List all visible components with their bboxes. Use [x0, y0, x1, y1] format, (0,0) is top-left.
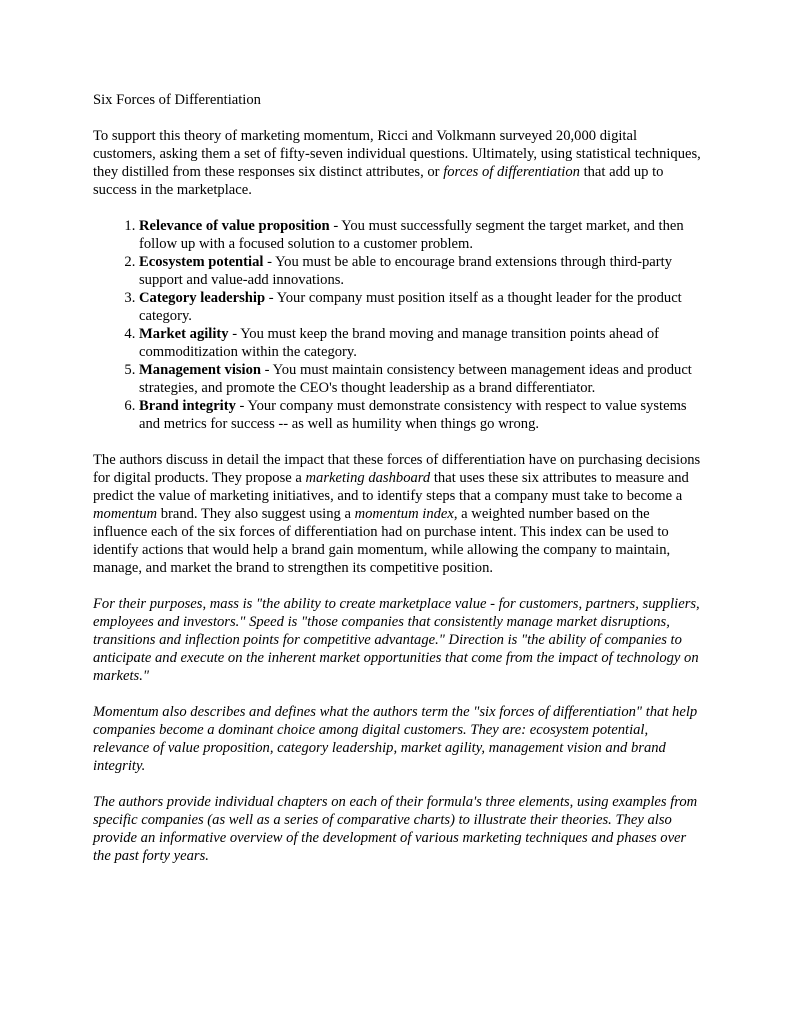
quote-paragraph-mass-speed-direction: For their purposes, mass is "the ability to create marketplace value - for customers, partners, suppliers, employees and investors." Speed is "those companies that consistently manage market disruptions, transitions and inflection points for competitive advantage." Direction is "the ability of companies to anticipate and execute on the inherent market opportunities that come from the impact of technology on markets.": [93, 596, 700, 684]
discussion-emphasis: momentum index: [354, 506, 454, 522]
intro-emphasis: forces of differentiation: [443, 164, 580, 180]
force-description: - Your company must demonstrate consistency with respect to value systems and metrics for success -- as well as humility when things go wrong.: [139, 398, 687, 432]
discussion-paragraph: [93, 451, 703, 577]
intro-text-start: To support this theory of marketing momentum, Ricci and Volkmann surveyed 20,000 digital customers, asking them a set of fifty-seven individual questions. Ultimately, using statistical techniques, they distilled from these responses six distinct attributes, or: [93, 128, 701, 180]
force-name: Market agility: [139, 326, 229, 342]
list-item: [139, 217, 703, 253]
list-item: [139, 397, 703, 433]
quote-paragraph-six-forces: Momentum also describes and defines what the authors term the "six forces of differentiation" that help companies become a dominant choice among digital customers. They are: ecosystem potential, relevance of value proposition, category leadership, market agility, management vision and brand integrity.: [93, 704, 698, 774]
force-description: - You must be able to encourage brand extensions through third-party support and value-add innovations.: [139, 254, 672, 288]
intro-text-end: that add up to success in the marketplace.: [93, 164, 664, 198]
force-description: - You must keep the brand moving and manage transition points ahead of commoditization within the category.: [139, 326, 660, 360]
force-description: - You must successfully segment the target market, and then follow up with a focused solution to a customer problem.: [139, 218, 684, 252]
force-name: Brand integrity: [139, 398, 236, 414]
discussion-text: The authors discuss in detail the impact that these forces of differentiation have on purchasing decisions for digital products. They propose a: [93, 452, 701, 486]
discussion-text: that uses these six attributes to measure and predict the value of marketing initiatives, and to identify steps that a company must take to become a: [93, 470, 689, 504]
forces-list: [93, 217, 703, 433]
list-item: [139, 361, 703, 397]
force-name: Ecosystem potential: [139, 254, 264, 270]
discussion-text: , a weighted number based on the influence each of the six forces of differentiation had on purchase intent. This index can be used to identify actions that would help a brand gain momentum, while allowing the company to maintain, manage, and market the brand to strengthen its competitive position.: [93, 506, 671, 576]
force-name: Management vision: [139, 362, 262, 378]
force-description: - Your company must position itself as a thought leader for the product category.: [139, 290, 682, 324]
force-description: - You must maintain consistency between management ideas and product strategies, and promote the CEO's thought leadership as a brand differentiator.: [139, 362, 692, 396]
force-name: Category leadership: [139, 290, 266, 306]
quote-paragraph-chapters: The authors provide individual chapters on each of their formula's three elements, using examples from specific companies (as well as a series of comparative charts) to illustrate their theories. They also provide an informative overview of the development of various marketing techniques and phases over the past forty years.: [93, 794, 698, 864]
list-item: [139, 289, 703, 325]
intro-paragraph: [93, 127, 703, 199]
force-name: Relevance of value proposition: [139, 218, 330, 234]
discussion-emphasis: marketing dashboard: [305, 470, 431, 486]
document-title: Six Forces of Differentiation: [93, 92, 261, 108]
list-item: [139, 253, 703, 289]
list-item: [139, 325, 703, 361]
discussion-emphasis: momentum: [93, 506, 158, 522]
discussion-text: brand. They also suggest using a: [157, 506, 355, 522]
document-page: [93, 91, 703, 883]
